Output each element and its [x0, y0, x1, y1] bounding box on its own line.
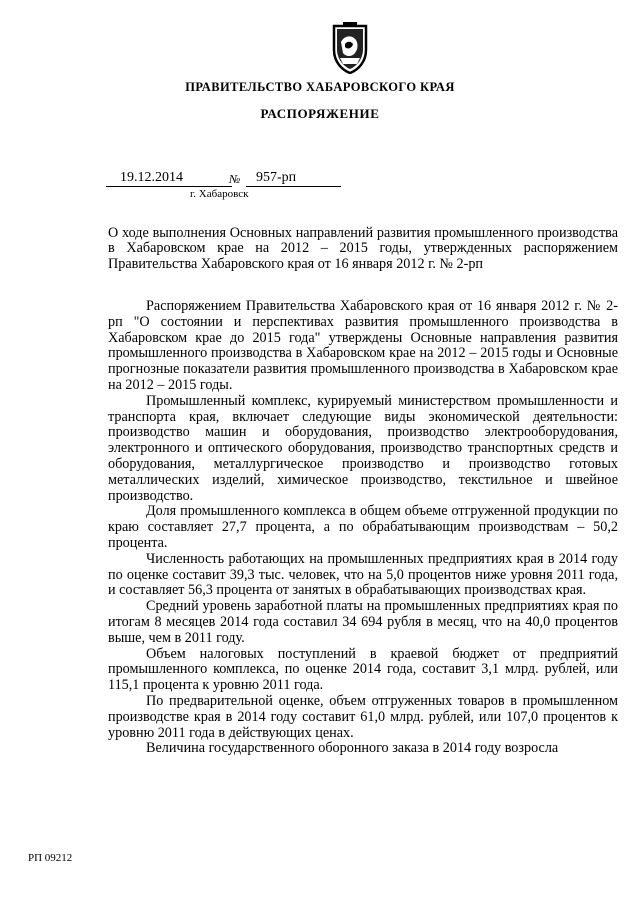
body-paragraph: По предварительной оценке, объем отгруженных товаров в промышленном производстве края в 2014 году составит 61,0 млрд. рублей, или 107,0 процентов к уровню 2011 года в действующих ценах.: [108, 692, 618, 741]
number-sign: №: [229, 172, 241, 186]
document-date: 19.12.2014: [106, 170, 232, 187]
government-title: ПРАВИТЕЛЬСТВО ХАБАРОВСКОГО КРАЯ: [185, 80, 455, 94]
body-paragraph: Распоряжением Правительства Хабаровского края от 16 января 2012 г. № 2-рп "О состоянии и перспективах развития промышленного производства в Хабаровском крае до 2015 года" утверждены Основные направления развития промышленного производства в Хабаровском крае на 2012 – 2015 годы и Основные прогнозные показатели развития промышленного производства в Хабаровском крае на 2012 – 2015 годы.: [108, 298, 618, 393]
body-paragraph: Величина государственного оборонного заказа в 2014 году возросла: [146, 740, 559, 757]
body-paragraph: Объем налоговых поступлений в краевой бюджет от предприятий промышленного комплекса, по оценке 2014 года, составит 3,1 млрд. рублей, или 115,1 процента к уровню 2011 года.: [108, 645, 618, 694]
body-paragraph: Численность работающих на промышленных предприятиях края в 2014 году по оценке составит 39,3 тыс. человек, что на 5,0 процентов ниже уровня 2011 года, и составляет 56,3 процента от занятых в обрабатывающих производствах края.: [108, 550, 618, 599]
body-paragraph: Средний уровень заработной платы на промышленных предприятиях края по итогам 8 месяцев 2014 года составил 34 694 рубля в месяц, что на 40,0 процентов выше, чем в 2011 году.: [108, 598, 618, 646]
coat-of-arms-icon: [328, 20, 372, 74]
body-paragraph: Промышленный комплекс, курируемый министерством промышленности и транспорта края, включает следующие виды экономической деятельности: производство машин и оборудования, производство электрооборудования, электронного и оптического оборудования, производство транспортных средств и оборудования, металлургическое производство и производство готовых металлических изделий, химическое производство, текстильное и швейное производство.: [108, 392, 618, 504]
document-number: 957-рп: [246, 170, 341, 187]
body-paragraph: Доля промышленного комплекса в общем объеме отгруженной продукции по краю составляет 27,7 процента, а по обрабатывающим производствам – 50,2 процента.: [108, 503, 618, 551]
document-subject: О ходе выполнения Основных направлений развития промышленного производства в Хабаровском крае на 2012 – 2015 годы, утвержденных распоряжением Правительства Хабаровского края от 16 января 2012 г. № 2-рп: [108, 225, 618, 272]
document-body: [108, 299, 618, 757]
city-label: г. Хабаровск: [190, 188, 249, 200]
document-type-heading: РАСПОРЯЖЕНИЕ: [260, 106, 380, 121]
footer-code: РП 09212: [28, 852, 73, 864]
